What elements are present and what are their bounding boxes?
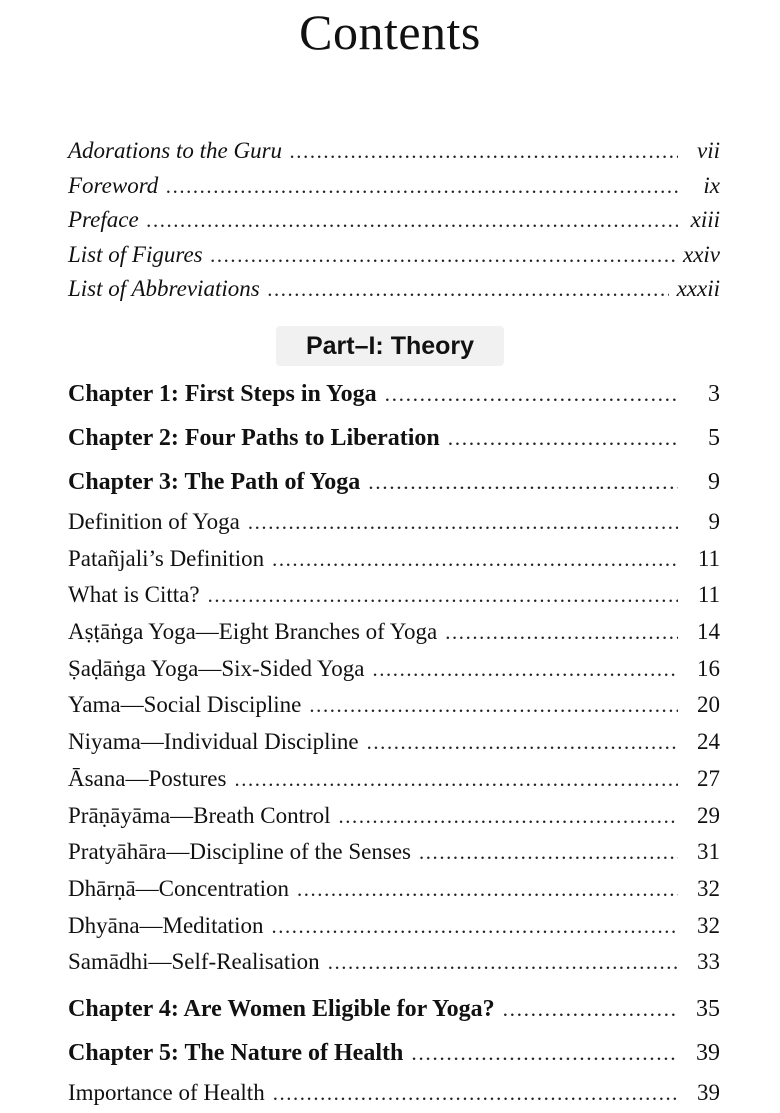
dot-leader	[372, 652, 678, 689]
page-number: 9	[708, 509, 720, 534]
section-entry	[68, 541, 720, 578]
entry-label: Samādhi—Self-Realisation	[68, 949, 320, 975]
dot-leader	[290, 135, 678, 170]
entry-label: List of Figures	[68, 241, 203, 267]
dot-leader	[368, 460, 678, 504]
section-entry	[68, 504, 720, 541]
section-entry	[68, 577, 720, 614]
entry-label: Adorations to the Guru	[68, 138, 283, 163]
page-number: 11	[697, 545, 720, 571]
section-entry	[68, 761, 720, 798]
dot-leader	[367, 725, 678, 762]
entry-label: Chapter 1: First Steps in Yoga	[68, 381, 377, 407]
entry-label: Importance of Health	[68, 1079, 265, 1105]
front-matter-entry	[68, 169, 720, 204]
dot-leader	[448, 416, 678, 460]
front-matter-entry	[68, 203, 720, 238]
chapter-entry	[68, 987, 720, 1031]
entry-label: Definition of Yoga	[68, 509, 240, 534]
page-number: 5	[708, 425, 720, 451]
chapter-entry	[68, 372, 720, 416]
dot-leader	[328, 945, 678, 982]
section-entry	[68, 908, 720, 945]
entry-label: Chapter 5: The Nature of Health	[68, 1039, 404, 1066]
entry-label: Niyama—Individual Discipline	[68, 729, 359, 755]
section-entry	[68, 871, 720, 908]
page-number: 39	[696, 1039, 720, 1066]
page-number: 33	[697, 949, 720, 975]
dot-leader	[211, 239, 675, 274]
dot-leader	[411, 1031, 678, 1075]
dot-leader	[271, 909, 678, 946]
entry-label: Ṣaḍāṅga Yoga—Six-Sided Yoga	[68, 655, 365, 681]
dot-leader	[147, 204, 678, 239]
section-entry	[68, 614, 720, 651]
page-number: 31	[697, 839, 720, 865]
entry-label: Dhārṇā—Concentration	[68, 875, 289, 901]
page-number: 32	[697, 912, 720, 938]
front-matter-entry	[68, 272, 720, 307]
page-number: 14	[697, 619, 720, 645]
part-heading-label: Part–I: Theory	[276, 326, 504, 366]
dot-leader	[503, 987, 678, 1031]
entry-label: Pratyāhāra—Discipline of the Senses	[68, 839, 411, 865]
page-number: 35	[696, 995, 720, 1022]
entry-label: Prāṇāyāma—Breath Control	[68, 802, 331, 828]
page-number: xxiv	[682, 241, 720, 267]
entry-label: Āsana—Postures	[68, 765, 227, 791]
dot-leader	[273, 1076, 678, 1113]
entry-label: Foreword	[68, 172, 159, 198]
entry-label: List of Abbreviations	[68, 276, 260, 301]
page-number: xiii	[690, 207, 720, 232]
section-entry	[68, 834, 720, 871]
page-number: 32	[697, 875, 720, 901]
section-entry	[68, 687, 720, 724]
page-number: ix	[703, 172, 720, 198]
front-matter-entry	[68, 238, 720, 273]
page-number: xxxii	[676, 276, 720, 301]
dot-leader	[268, 273, 669, 308]
chapter-entry	[68, 416, 720, 460]
contents-list	[68, 372, 720, 1112]
dot-leader	[166, 170, 678, 205]
dot-leader	[208, 578, 678, 615]
front-matter-list	[68, 134, 720, 307]
part-heading	[0, 326, 780, 366]
page-number: 27	[697, 765, 720, 791]
entry-label: What is Citta?	[68, 582, 200, 608]
entry-label: Chapter 2: Four Paths to Liberation	[68, 425, 440, 451]
page-number: 9	[708, 469, 720, 495]
section-entry	[68, 651, 720, 688]
dot-leader	[419, 835, 678, 872]
page-title: Contents	[299, 4, 481, 60]
page-number: 16	[697, 655, 720, 681]
entry-label: Yama—Social Discipline	[68, 692, 302, 718]
dot-leader	[309, 688, 678, 725]
section-entry	[68, 1075, 720, 1112]
section-entry	[68, 944, 720, 981]
page-number: 3	[708, 381, 720, 407]
page-number: 39	[697, 1079, 720, 1105]
chapter-entry	[68, 460, 720, 504]
entry-label: Aṣṭāṅga Yoga—Eight Branches of Yoga	[68, 619, 438, 645]
dot-leader	[234, 762, 678, 799]
front-matter-entry	[68, 134, 720, 169]
entry-label: Chapter 3: The Path of Yoga	[68, 469, 361, 495]
dot-leader	[248, 505, 678, 542]
dot-leader	[297, 872, 678, 909]
dot-leader	[385, 372, 678, 416]
entry-label: Preface	[68, 207, 139, 232]
page-number: vii	[697, 138, 720, 163]
chapter-entry	[68, 1031, 720, 1075]
page-number: 20	[697, 692, 720, 718]
section-entry	[68, 724, 720, 761]
entry-label: Patañjali’s Definition	[68, 545, 265, 571]
dot-leader	[339, 799, 678, 836]
dot-leader	[445, 615, 678, 652]
section-entry	[68, 798, 720, 835]
dot-leader	[272, 542, 678, 579]
page-number: 24	[697, 729, 720, 755]
entry-label: Chapter 4: Are Women Eligible for Yoga?	[68, 995, 495, 1022]
page-number: 11	[697, 582, 720, 608]
entry-label: Dhyāna—Meditation	[68, 912, 264, 938]
page-number: 29	[697, 802, 720, 828]
